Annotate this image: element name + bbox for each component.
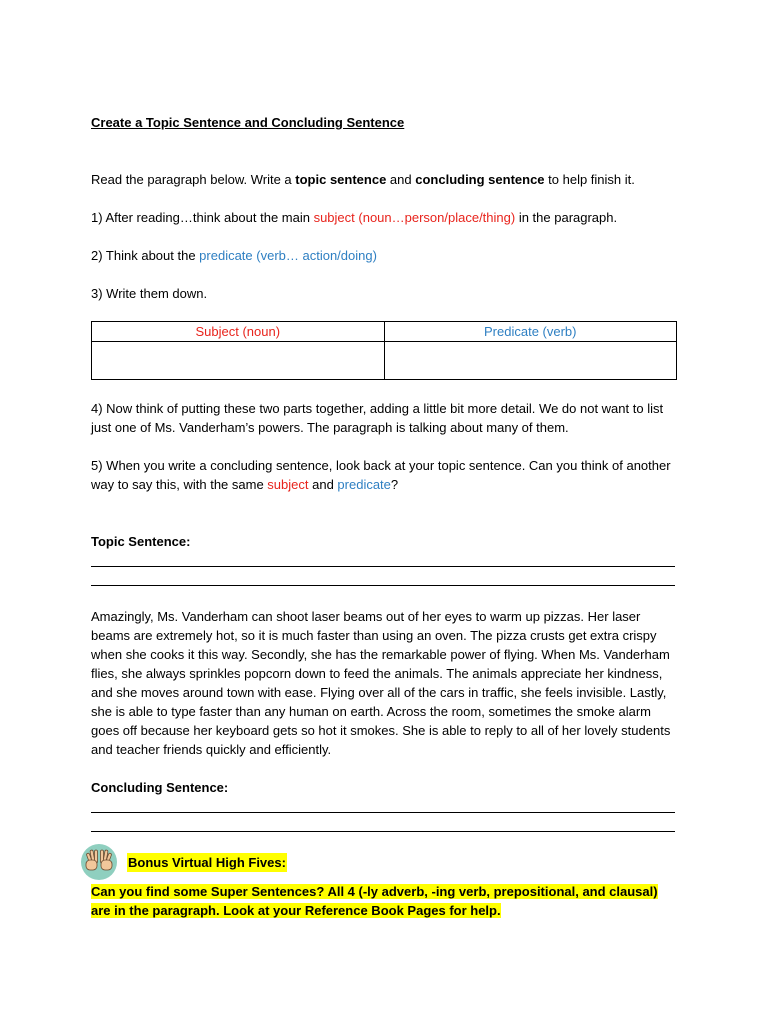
high-five-hands-icon — [80, 843, 118, 881]
step-5-subject: subject — [267, 477, 309, 492]
step-5-predicate: predicate — [337, 477, 391, 492]
subject-header: Subject (noun) — [92, 322, 385, 342]
intro-concluding-sentence: concluding sentence — [415, 172, 545, 187]
step-2 — [91, 246, 677, 265]
table-header-row — [92, 322, 677, 342]
bonus-body-text: Can you find some Super Sentences? All 4 (-ly adverb, -ing verb, prepositional, and clausal) are in the paragraph. Look at your Reference Book Pages for help. — [91, 884, 658, 918]
topic-answer-line-2[interactable] — [91, 585, 675, 586]
intro-text-1: Read the paragraph below. Write a — [91, 172, 296, 187]
concluding-sentence-label: Concluding Sentence: — [91, 780, 229, 795]
step-5 — [91, 456, 677, 494]
instructions-intro — [91, 170, 677, 189]
subject-predicate-table — [91, 321, 677, 380]
step-1-subject-hint: subject (noun…person/place/thing) — [313, 210, 516, 225]
intro-topic-sentence: topic sentence — [295, 172, 387, 187]
worksheet-title: Create a Topic Sentence and Concluding Sentence — [91, 115, 405, 130]
bonus-body — [91, 882, 677, 920]
step-1 — [91, 208, 677, 227]
concluding-answer-line-2[interactable] — [91, 831, 675, 832]
step-2-predicate-hint: predicate (verb… action/doing) — [199, 248, 377, 263]
subject-answer-cell[interactable] — [92, 342, 385, 380]
intro-text-3: to help finish it. — [544, 172, 635, 187]
predicate-answer-cell[interactable] — [384, 342, 677, 380]
step-4: 4) Now think of putting these two parts together, adding a little bit more detail. We do not want to list just one of Ms. Vanderham’s powers. The paragraph is talking about many of them. — [91, 401, 664, 435]
step-2-text-1: 2) Think about the — [91, 248, 200, 263]
step-1-text-2: in the paragraph. — [515, 210, 618, 225]
topic-answer-line-1[interactable] — [91, 566, 675, 567]
topic-sentence-label: Topic Sentence: — [91, 534, 191, 549]
step-3: 3) Write them down. — [91, 286, 208, 301]
concluding-answer-line-1[interactable] — [91, 812, 675, 813]
bonus-title: Bonus Virtual High Fives: — [128, 855, 286, 870]
intro-text-2: and — [386, 172, 416, 187]
step-5-text-3: ? — [390, 477, 399, 492]
step-5-text-1: 5) When you write a concluding sentence, look back at your topic sentence. Can you think of another way to say this, with the same — [91, 458, 671, 492]
story-paragraph: Amazingly, Ms. Vanderham can shoot laser beams out of her eyes to warm up pizzas. Her laser beams are extremely hot, so it is much faster than using an oven. The pizza crusts get extra crispy when she cooks it this way. Secondly, she has the remarkable power of flying. When Ms. Vanderham flies, she always sprinkles popcorn down to feed the animals. The animals appreciate her kindness, and she moves around town with ease. Flying over all of the cars in traffic, she feels invisible. Lastly, she is able to type faster than any human on earth. Across the room, sometimes the smoke alarm goes off because her keyboard gets so hot it smokes. She is able to reply to all of her lovely students and teacher friends quickly and efficiently. — [91, 609, 671, 757]
table-answer-row — [92, 342, 677, 380]
step-5-text-2: and — [308, 477, 338, 492]
predicate-header: Predicate (verb) — [384, 322, 677, 342]
step-1-text-1: 1) After reading…think about the main — [91, 210, 314, 225]
